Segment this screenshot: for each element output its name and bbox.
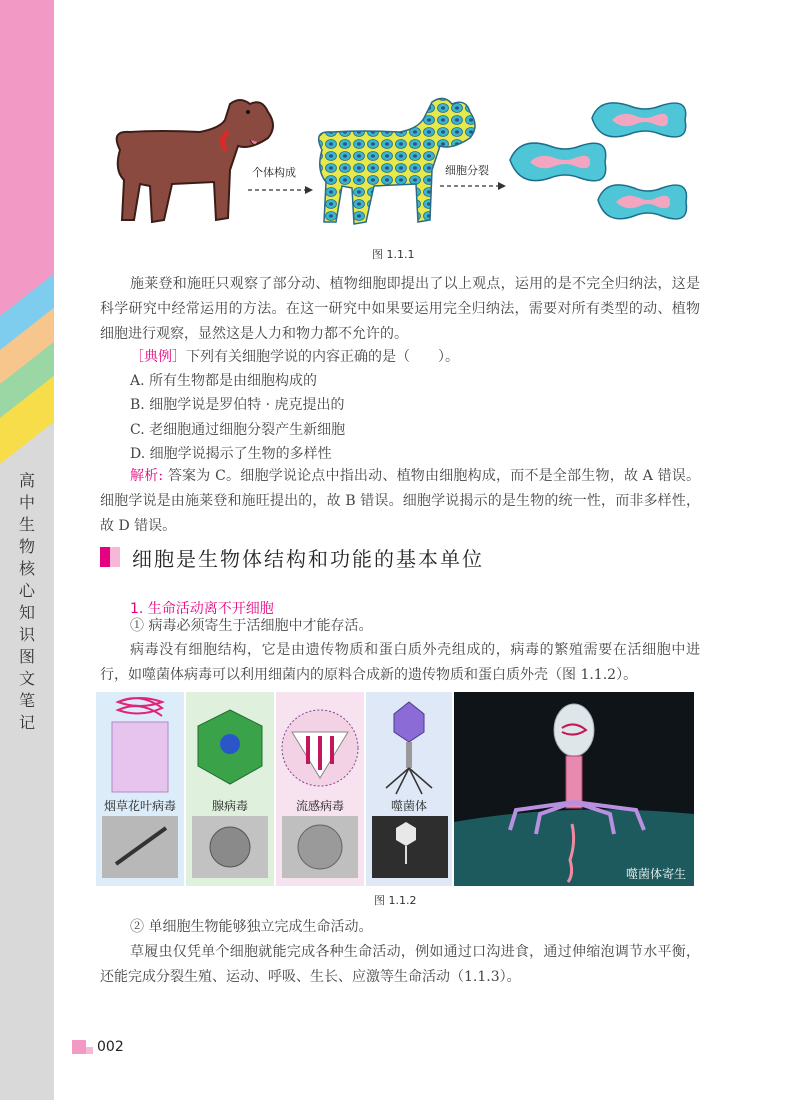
figure-virus-types	[96, 692, 694, 886]
cell-dog-illustration	[319, 98, 475, 224]
label-adenovirus: 腺病毒	[211, 799, 249, 813]
example-analysis	[100, 464, 700, 539]
label-phage-photo: 噬菌体寄生	[625, 867, 686, 881]
subsection-title: 1. 生命活动离不开细胞	[130, 601, 274, 617]
label-influenza: 流感病毒	[295, 799, 345, 813]
point-virus: ① 病毒必须寄生于活细胞中才能存活。	[130, 618, 373, 634]
section-heading	[100, 542, 484, 572]
figure-dog-cells	[100, 90, 700, 250]
option-c: C. 老细胞通过细胞分裂产生新细胞	[130, 422, 346, 438]
page-number: 002	[97, 1039, 124, 1055]
paragraph-paramecium: 草履虫仅凭单个细胞就能完成各种生命活动，例如通过口沟进食，通过伸缩泡调节水平衡，还能完成分裂生殖、运动、呼吸、生长、应激等生命活动（1.1.3）。	[100, 944, 700, 985]
point-unicellular: ② 单细胞生物能够独立完成生命活动。	[130, 919, 373, 935]
option-b: B. 细胞学说是罗伯特 · 虎克提出的	[130, 397, 345, 413]
paragraph-virus: 病毒没有细胞结构，它是由遗传物质和蛋白质外壳组成的，病毒的繁殖需要在活细胞中进行，如噬菌体病毒可以利用细菌内的原料合成新的遗传物质和蛋白质外壳（图 1.1.2）。	[100, 642, 700, 683]
option-d: D. 细胞学说揭示了生物的多样性	[130, 446, 332, 462]
label-tmv: 烟草花叶病毒	[103, 799, 177, 813]
figure-1-caption: 图 1.1.1	[372, 248, 415, 261]
dividing-cells	[510, 103, 687, 219]
figure-2-caption: 图 1.1.2	[374, 894, 417, 907]
label-phage: 噬菌体	[390, 799, 428, 813]
analysis-tag: 解析:	[130, 468, 164, 484]
option-a: A. 所有生物都是由细胞构成的	[130, 373, 318, 389]
example-question-text: 下列有关细胞学说的内容正确的是（ ）。	[186, 349, 459, 365]
example-question	[100, 345, 700, 370]
page-footer	[72, 1040, 124, 1054]
footer-marker-small	[86, 1047, 93, 1054]
section-marker-light	[110, 547, 120, 567]
arrow-label-division: 细胞分裂	[445, 164, 489, 177]
influenza-illustration	[282, 710, 358, 786]
analysis-text: 答案为 C。细胞学说论点中指出动、植物由细胞构成，而不是全部生物，故 A 错误。细胞学说是由施莱登和施旺提出的，故 B 错误。细胞学说揭示的是生物的统一性，而非多样性，故 D 错误。	[100, 468, 701, 534]
dog-illustration	[117, 100, 273, 222]
section-marker	[100, 547, 110, 567]
sidebar	[0, 0, 54, 1100]
example-tag: ［典例］	[130, 349, 186, 365]
footer-marker	[72, 1040, 86, 1054]
section-title: 细胞是生物体结构和功能的基本单位	[132, 546, 484, 571]
paragraph-induction: 施莱登和施旺只观察了部分动、植物细胞即提出了以上观点，运用的是不完全归纳法，这是科学研究中经常运用的方法。在这一研究中如果要运用完全归纳法，需要对所有类型的动、植物细胞进行观察，显然这是人力和物力都不允许的。	[100, 276, 700, 342]
arrow-label-individual: 个体构成	[252, 166, 296, 179]
book-title: 高中生物核心知识图文笔记	[18, 471, 35, 732]
